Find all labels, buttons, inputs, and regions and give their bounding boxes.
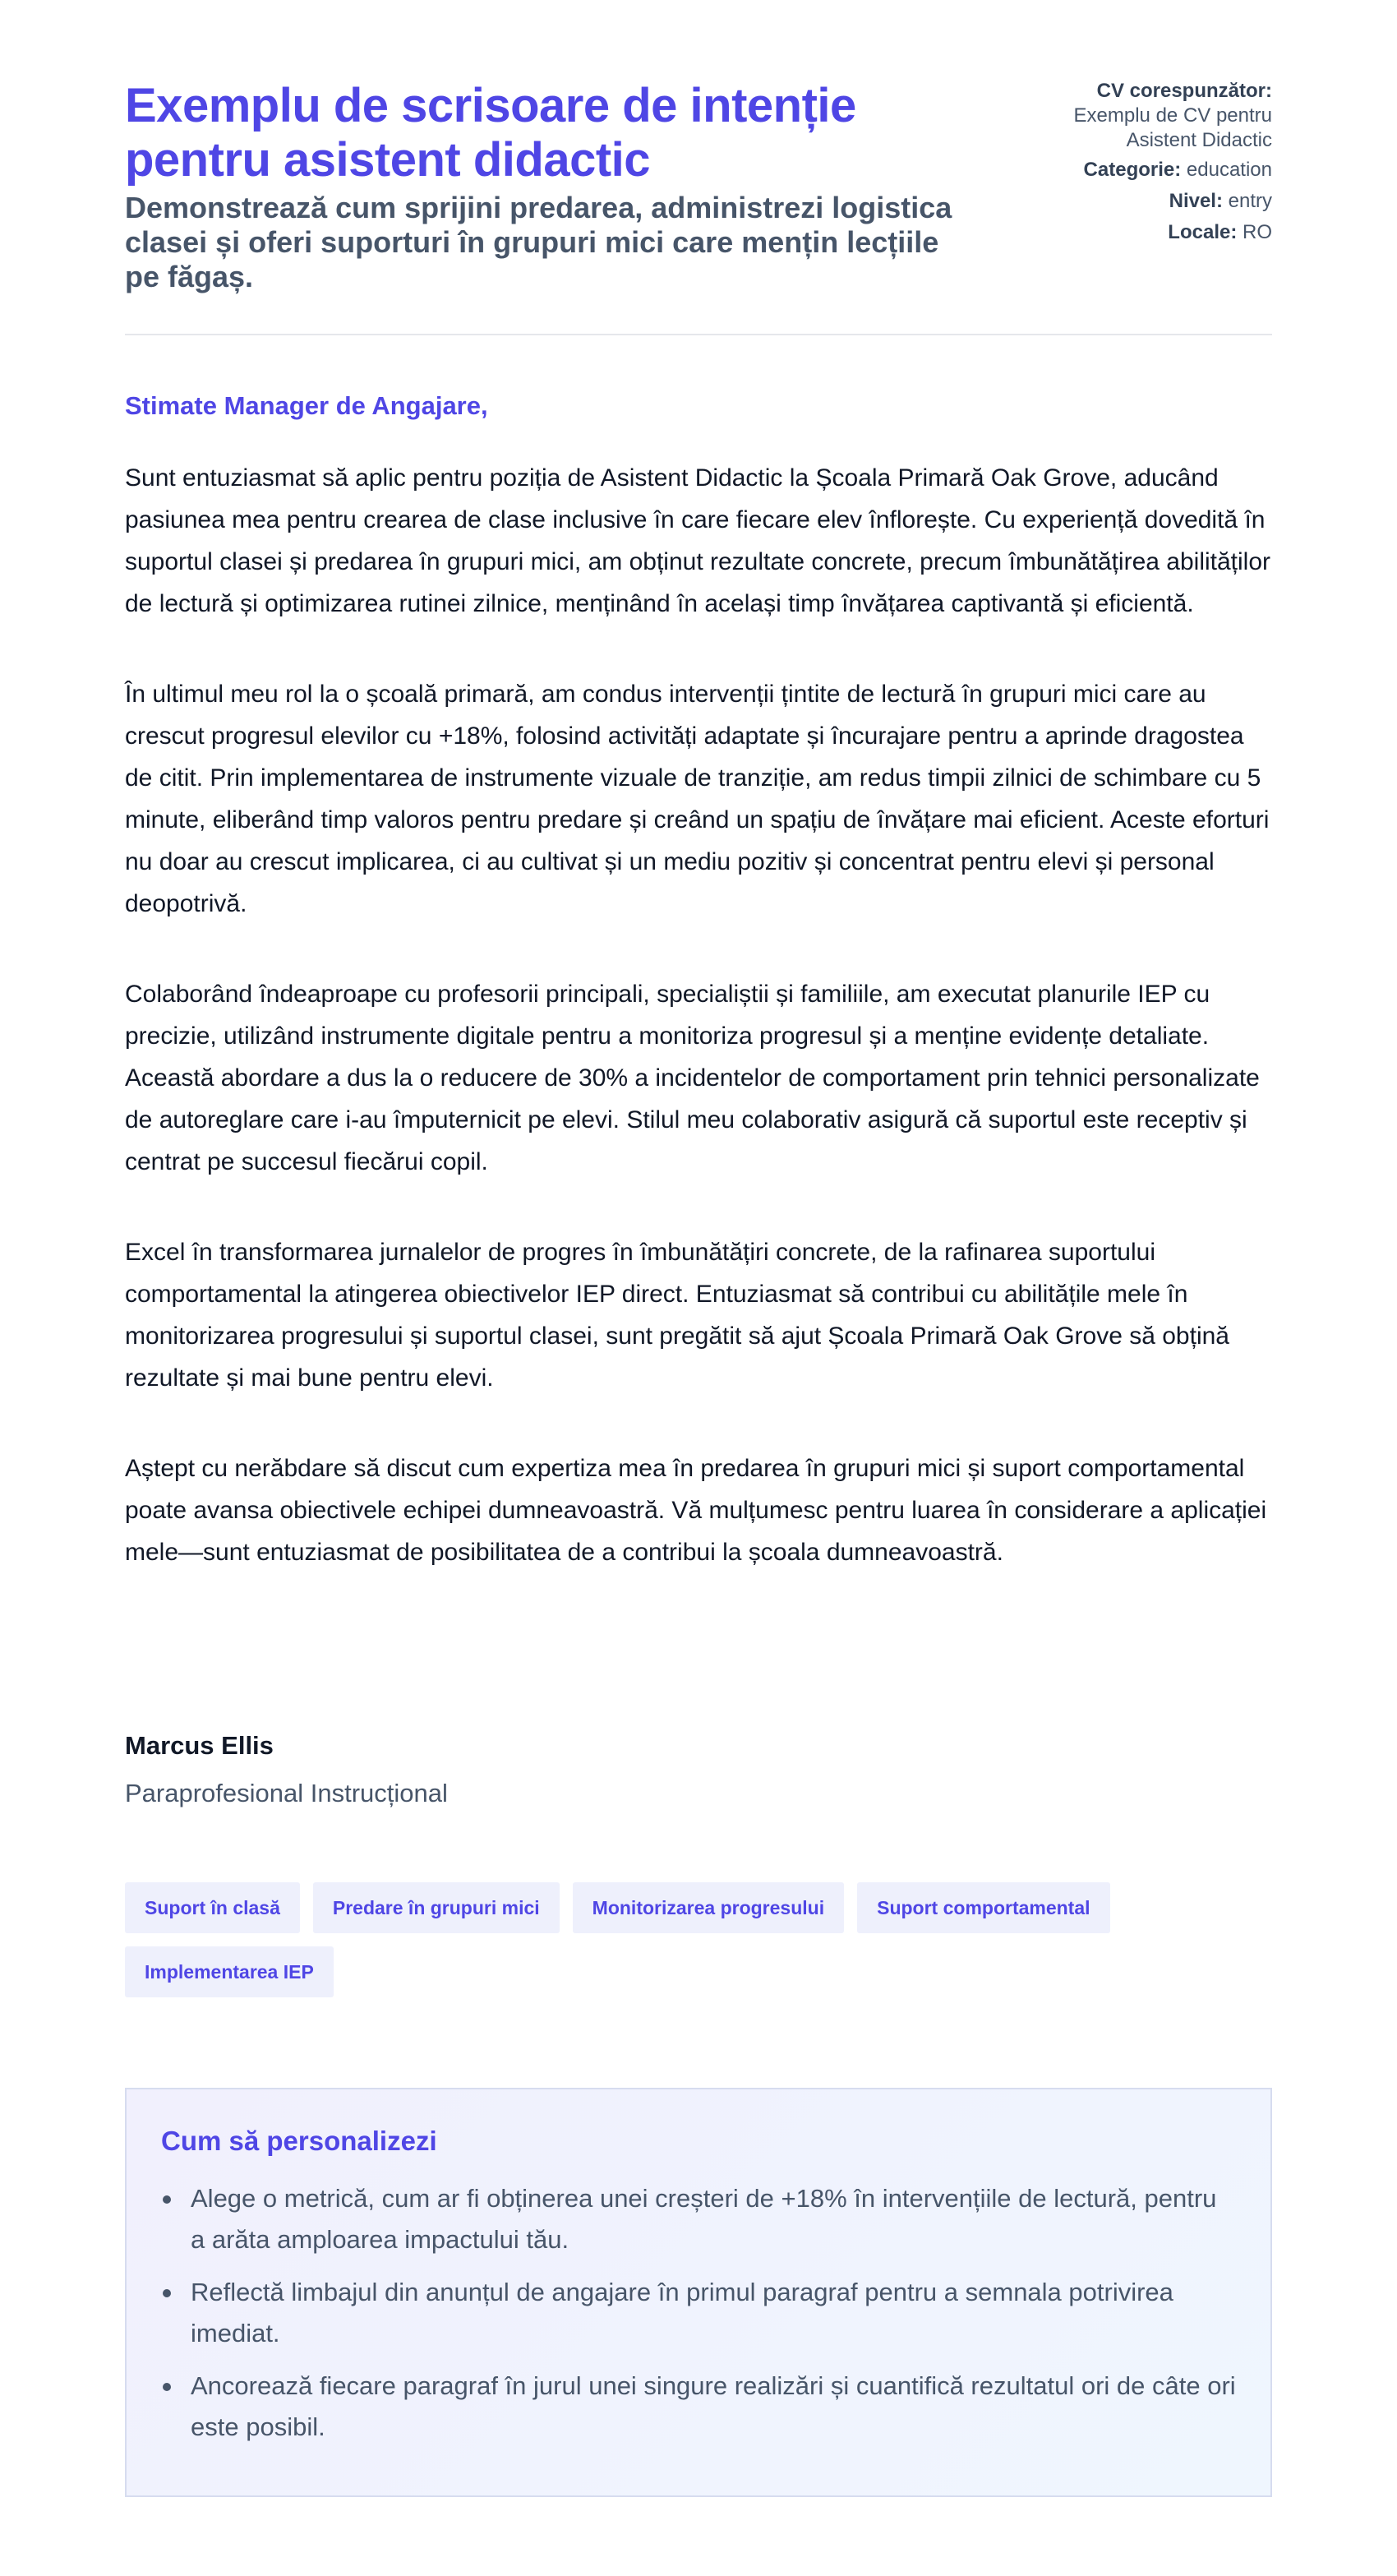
letter-paragraph-2: În ultimul meu rol la o școală primară, am condus intervenții țintite de lectură în grupuri mici care au crescut progresul elevilor cu +18%, folosind activități adaptate și încurajare pentru a aprinde dragostea de citit. Prin implementarea de instrumente vizuale de tranziție, am redus timpii zilnici de schimbare cu 5 minute, eliberând timp valoros pentru predare și creând un spațiu de învățare mai eficient. Aceste eforturi nu doar au crescut implicarea, ci au cultivat și un mediu pozitiv și concentrat pentru elevi și personal deopotrivă. xyxy=(125,681,1270,917)
letter-salutation: Stimate Manager de Angajare, xyxy=(125,391,488,420)
tips-item-text: Ancorează fiecare paragraf în jurul unei singure realizări și cuantifică rezultatul ori de câte ori este posibil. xyxy=(191,2371,1236,2441)
meta-level-label: Nivel: xyxy=(1169,190,1223,212)
letter-paragraph-1: Sunt entuziasmat să aplic pentru poziția de Asistent Didactic la Școala Primară Oak Grove, aducând pasiunea mea pentru crearea de clase inclusive în care fiecare elev înflorește. Cu experiență dovedită în suportul clasei și predarea în grupuri mici, am obținut rezultate concrete, precum îmbunătățirea abilităților de lectură și optimizarea rutinei zilnice, menținând în același timp învățarea captivantă și eficientă. xyxy=(125,464,1271,617)
page-title: Exemplu de scrisoare de intenție pentru asistent didactic xyxy=(125,79,856,187)
bullet-icon xyxy=(163,2195,171,2204)
skill-tag[interactable]: Suport comportamental xyxy=(857,1882,1109,1933)
skill-tag[interactable]: Suport în clasă xyxy=(125,1882,300,1933)
meta-locale xyxy=(1026,220,1272,245)
tips-item-text: Alege o metrică, cum ar fi obținerea unei creșteri de +18% în intervențiile de lectură, pentru a arăta amploarea impactului tău. xyxy=(191,2184,1217,2254)
meta-category-label: Categorie: xyxy=(1083,159,1182,181)
skill-tags xyxy=(125,1882,1272,1997)
letter-body xyxy=(125,457,1272,1622)
meta-cv-link[interactable]: Exemplu de CV pentru Asistent Didactic xyxy=(1073,104,1272,151)
skill-tag[interactable]: Monitorizarea progresului xyxy=(573,1882,844,1933)
tips-box xyxy=(125,2088,1272,2497)
meta-cv xyxy=(1026,79,1272,153)
tips-title: Cum să personalizezi xyxy=(161,2126,437,2156)
meta-cv-label: CV corespunzător: xyxy=(1096,80,1272,102)
meta-level xyxy=(1026,189,1272,214)
letter-paragraph-3: Colaborând îndeaproape cu profesorii principali, specialiștii și familiile, am executat planurile IEP cu precizie, utilizând instrumente digitale pentru a monitoriza progresul și a menține evidențe detaliate. Această abordare a dus la o reducere de 30% a incidentelor de comportament prin tehnici personalizate de autoreglare care i-au împuternicit pe elevi. Stilul meu colaborativ asigură că suportul este receptiv și centrat pe succesul fiecărui copil. xyxy=(125,981,1260,1175)
meta-panel xyxy=(1026,79,1272,252)
signature-name: Marcus Ellis xyxy=(125,1731,274,1760)
tips-list xyxy=(161,2178,1236,2448)
page-header xyxy=(125,0,1272,335)
meta-category-value: education xyxy=(1186,159,1272,181)
signature-title: Paraprofesional Instrucțional xyxy=(125,1779,448,1807)
skill-tag[interactable]: Implementarea IEP xyxy=(125,1946,334,1997)
tips-item-text: Reflectă limbajul din anunțul de angajare în primul paragraf pentru a semnala potrivirea imediat. xyxy=(191,2278,1173,2347)
tips-item xyxy=(161,2366,1236,2448)
meta-category xyxy=(1026,158,1272,182)
letter-paragraph-5: Aștept cu nerăbdare să discut cum expertiza mea în predarea în grupuri mici și suport comportamental poate avansa obiectivele echipei dumneavoastră. Vă mulțumesc pentru luarea în considerare a aplicației mele—sunt entuziasmat de posibilitatea de a contribui la școala dumneavoastră. xyxy=(125,1455,1267,1566)
meta-level-value: entry xyxy=(1228,190,1272,212)
tips-item xyxy=(161,2178,1236,2260)
meta-locale-label: Locale: xyxy=(1168,221,1238,243)
page-subtitle: Demonstrează cum sprijini predarea, administrezi logistica clasei și oferi suporturi în grupuri mici care mențin lecțiile pe făgaș. xyxy=(125,191,952,293)
cover-letter-page xyxy=(125,0,1272,2441)
skill-tag[interactable]: Predare în grupuri mici xyxy=(313,1882,560,1933)
bullet-icon xyxy=(163,2383,171,2391)
bullet-icon xyxy=(163,2289,171,2297)
letter-paragraph-4: Excel în transformarea jurnalelor de progres în îmbunătățiri concrete, de la rafinarea suportului comportamental la atingerea obiectivelor IEP direct. Entuziasmat să contribui cu abilitățile mele în monitorizarea progresului și suportul clasei, sunt pregătit să ajut Școala Primară Oak Grove să obțină rezultate și mai bune pentru elevi. xyxy=(125,1239,1229,1392)
tips-item xyxy=(161,2272,1236,2354)
meta-locale-value: RO xyxy=(1243,221,1272,243)
